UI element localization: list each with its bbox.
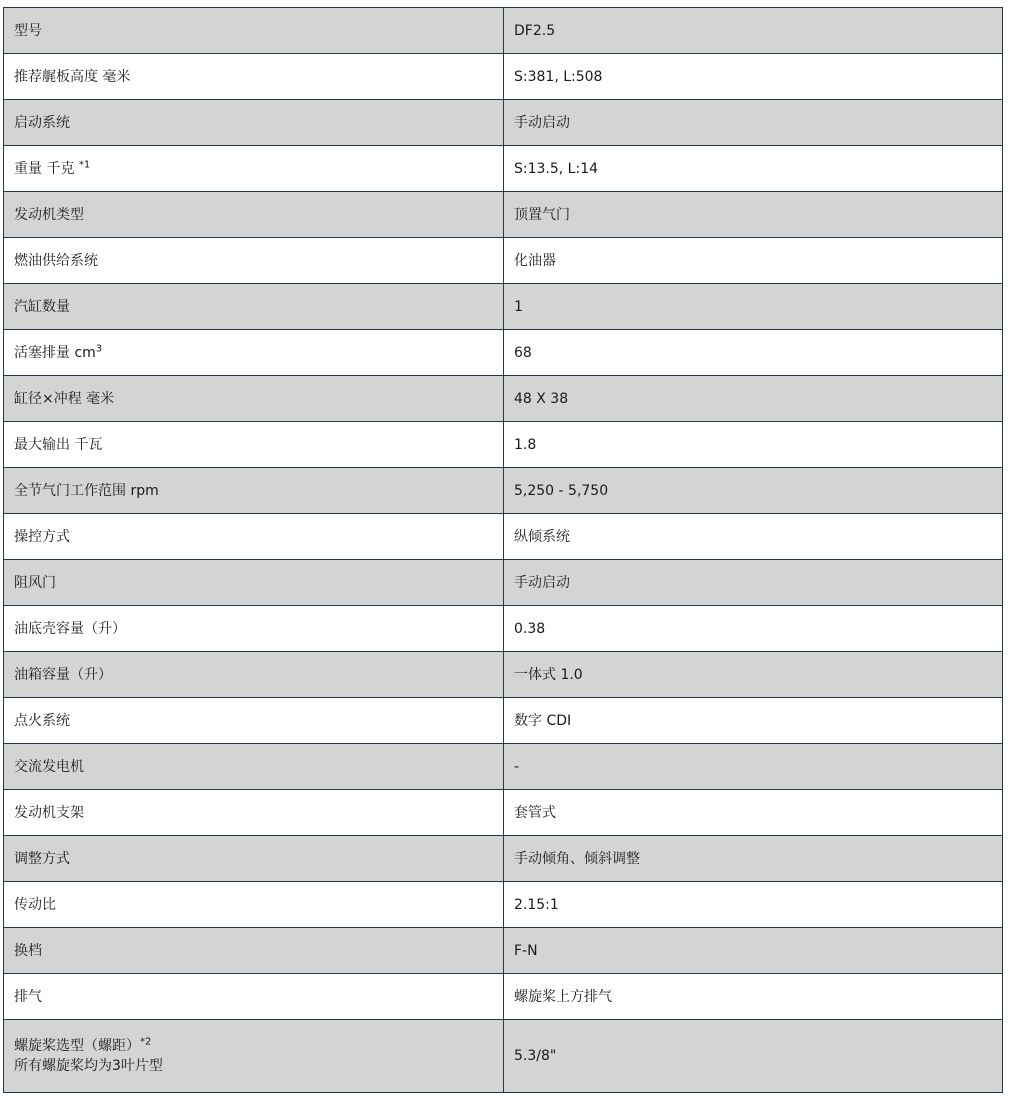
spec-row xyxy=(4,882,1003,928)
spec-value: 手动启动 xyxy=(504,100,1003,146)
spec-row xyxy=(4,514,1003,560)
footnote-marker: *1 xyxy=(78,158,91,170)
spec-row xyxy=(4,238,1003,284)
spec-label: 最大输出 千瓦 xyxy=(4,422,504,468)
spec-label: 发动机支架 xyxy=(4,790,504,836)
spec-label: 启动系统 xyxy=(4,100,504,146)
spec-value: F-N xyxy=(504,928,1003,974)
spec-value: 0.38 xyxy=(504,606,1003,652)
spec-label: 调整方式 xyxy=(4,836,504,882)
spec-value: S:381, L:508 xyxy=(504,54,1003,100)
footnote-marker: *2 xyxy=(140,1036,152,1048)
spec-label xyxy=(4,1020,504,1093)
spec-value: 1.8 xyxy=(504,422,1003,468)
spec-label: 全节气门工作范围 rpm xyxy=(4,468,504,514)
spec-value: - xyxy=(504,744,1003,790)
spec-value: 48 X 38 xyxy=(504,376,1003,422)
spec-row xyxy=(4,376,1003,422)
spec-row xyxy=(4,698,1003,744)
spec-row xyxy=(4,284,1003,330)
spec-row xyxy=(4,560,1003,606)
spec-row xyxy=(4,468,1003,514)
spec-label: 点火系统 xyxy=(4,698,504,744)
spec-row xyxy=(4,54,1003,100)
spec-value: S:13.5, L:14 xyxy=(504,146,1003,192)
spec-label-note: 所有螺旋桨均为3叶片型 xyxy=(14,1058,163,1074)
spec-label: 汽缸数量 xyxy=(4,284,504,330)
spec-label: 操控方式 xyxy=(4,514,504,560)
spec-table xyxy=(3,7,1003,1093)
superscript: 3 xyxy=(95,342,103,354)
spec-value: 数字 CDI xyxy=(504,698,1003,744)
spec-row xyxy=(4,8,1003,54)
spec-row xyxy=(4,744,1003,790)
spec-value: 手动倾角、倾斜调整 xyxy=(504,836,1003,882)
spec-value: DF2.5 xyxy=(504,8,1003,54)
spec-row xyxy=(4,100,1003,146)
spec-row xyxy=(4,928,1003,974)
spec-row xyxy=(4,836,1003,882)
spec-row xyxy=(4,606,1003,652)
spec-label-line: 螺旋桨选型（螺距）$^{*2}$ xyxy=(14,1036,152,1054)
spec-value: 1 xyxy=(504,284,1003,330)
spec-label: 发动机类型 xyxy=(4,192,504,238)
spec-label: 传动比 xyxy=(4,882,504,928)
spec-label: 推荐艉板高度 毫米 xyxy=(4,54,504,100)
spec-value: 螺旋桨上方排气 xyxy=(504,974,1003,1020)
spec-value: 68 xyxy=(504,330,1003,376)
spec-label: 型号 xyxy=(4,8,504,54)
spec-row xyxy=(4,146,1003,192)
spec-label: 缸径×冲程 毫米 xyxy=(4,376,504,422)
spec-row xyxy=(4,974,1003,1020)
spec-label: 阻风门 xyxy=(4,560,504,606)
spec-value: 化油器 xyxy=(504,238,1003,284)
spec-label: 油箱容量（升） xyxy=(4,652,504,698)
spec-row xyxy=(4,192,1003,238)
spec-label: 重量 千克 $^{*1}$ xyxy=(4,146,504,192)
spec-value: 顶置气门 xyxy=(504,192,1003,238)
spec-value: 手动启动 xyxy=(504,560,1003,606)
spec-label: 排气 xyxy=(4,974,504,1020)
spec-row xyxy=(4,652,1003,698)
spec-value: 一体式 1.0 xyxy=(504,652,1003,698)
spec-row xyxy=(4,1020,1003,1093)
spec-row xyxy=(4,790,1003,836)
spec-value: 5.3/8" xyxy=(504,1020,1003,1093)
spec-label: 换档 xyxy=(4,928,504,974)
spec-row xyxy=(4,330,1003,376)
spec-label: 燃油供给系统 xyxy=(4,238,504,284)
spec-label: 活塞排量 $cm^3$ xyxy=(4,330,504,376)
spec-value: 套管式 xyxy=(504,790,1003,836)
spec-label: 交流发电机 xyxy=(4,744,504,790)
spec-label: 油底壳容量（升） xyxy=(4,606,504,652)
spec-row xyxy=(4,422,1003,468)
spec-value: 2.15:1 xyxy=(504,882,1003,928)
spec-value: 纵倾系统 xyxy=(504,514,1003,560)
spec-value: 5,250 - 5,750 xyxy=(504,468,1003,514)
